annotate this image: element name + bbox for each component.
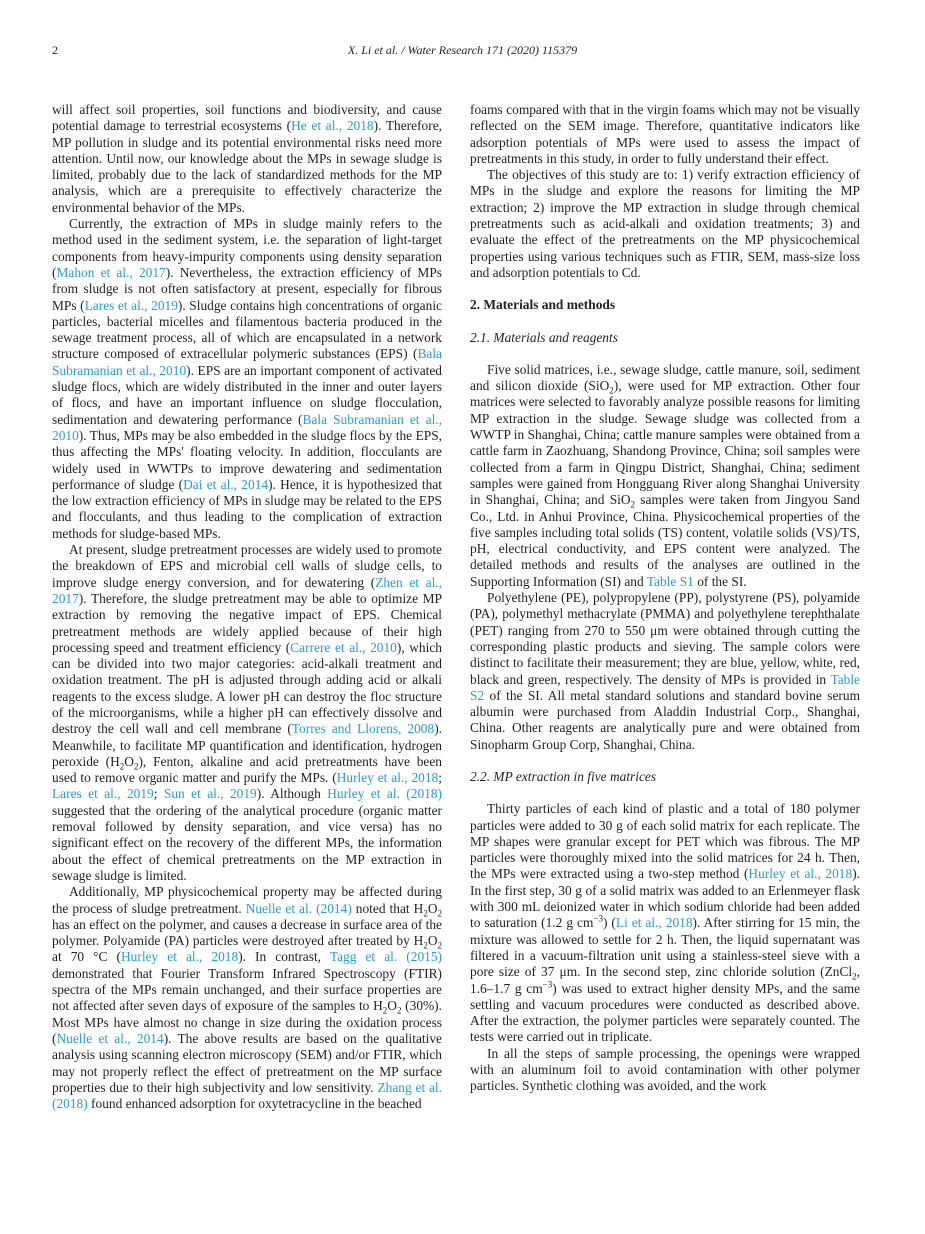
citation-link[interactable]: Sun et al., 2019 [163, 786, 257, 802]
subscript: 2 [423, 940, 428, 951]
subscript: 2 [119, 761, 125, 772]
subsection-heading: 2.1. Materials and reagents [470, 329, 618, 345]
paragraph: Polyethylene (PE), polypropylene (PP), polystyrene (PS), polyamide (PA), polymethyl methacrylate (PMMA) and polyethylene terephthalate (PET) ranging from 270 to 550 μm were obtained through cutting the corresponding plastic products and sieving. The sample colors were distinct to facilitate their measurement; they are blue, yellow, white, red, black and green, respectively. The density of MPs is provided in Table S2 of the SI. All metal standard solutions and standard bovine serum albumin were purchased from Aladdin Industrial Corp., Shanghai, China. Other reagents are analytically pure and were obtained from Sinopharm Group Corp, Shanghai, China. [470, 590, 860, 752]
subscript: 2 [437, 940, 442, 951]
citation-link[interactable]: Lares et al., 2019 [52, 786, 154, 802]
left-column [52, 102, 442, 1112]
citation-link[interactable]: Nuelle et al. (2014) [245, 900, 352, 916]
subscript: 2 [437, 908, 442, 919]
citation-link[interactable]: He et al., 2018 [291, 118, 374, 134]
paragraph: Five solid matrices, i.e., sewage sludge, cattle manure, soil, sediment and silicon dioxide (SiO$_2$), were used for MP extraction. Other four matrices were selected to favorably analyze possible reasons for limiting MP extraction in the sludge. Sewage sludge was collected from a WWTP in Shanghai, China; cattle manure samples were obtained from a cattle farm in Zaozhuang, Shandong Province, China; soil samples were collected from a farm in Qingpu District, Shanghai, China; sediment samples were gained from Hongguang River along Shanghai University in Shanghai, China; and SiO$_2$ samples were taken from Jingyou Sand Co., Ltd. in Anhui Province, China. Physicochemical properties of the five samples including total solids (TS) content, volatile solids (VS)/TS, pH, electrical conductivity, and EPS content were analyzed. The detailed methods and results of the analyses are outlined in the Supporting Information (SI) and Table S1 of the SI. [470, 361, 860, 589]
citation-link[interactable]: Tagg et al. (2015) [329, 949, 442, 965]
citation-link[interactable]: Bala Subramanian et al., 2010 [52, 411, 442, 443]
superscript: −3 [593, 913, 603, 924]
citation-link[interactable]: Table S1 [646, 573, 694, 589]
running-title: X. Li et al. / Water Research 171 (2020) 115379 [347, 43, 578, 57]
page-number: 2 [52, 43, 58, 57]
citation-link[interactable]: Zhen et al., 2017 [52, 574, 442, 606]
right-column [470, 102, 860, 1095]
citation-link[interactable]: Hurley et al., 2018 [336, 770, 439, 786]
subscript: 2 [609, 385, 614, 396]
citation-link[interactable]: Dai et al., 2014 [183, 476, 269, 492]
citation-link[interactable]: Zhang et al. (2018) [52, 1079, 442, 1112]
paragraph: Currently, the extraction of MPs in sludge mainly refers to the method used in the sediment system, i.e. the separation of light-target components from heavy-impurity components using density separation (Mahon et al., 2017). Nevertheless, the extraction efficiency of MPs from sludge is not often satisfactory at present, especially for fibrous MPs (Lares et al., 2019). Sludge contains high concentrations of organic particles, bacterial micelles and filamentous bacteria produced in the sewage treatment process, all of which are encapsulated in a network structure composed of extracellular polymeric substances (EPS) (Bala Subramanian et al., 2010). EPS are an important component of activated sludge flocs, which are widely distributed in the inner and outer layers of flocs, and have an important influence on sludge flocculation, sedimentation and dewatering performance (Bala Subramanian et al., 2010). Thus, MPs may be also embedded in the sludge flocs by the EPS, thus affecting the MPs' floating velocity. In addition, flocculants are widely used in WWTPs to improve dewatering and sedimentation performance of sludge (Dai et al., 2014). Hence, it is hypothesized that the low extraction efficiency of MPs in sludge may be related to the EPS and flocculants, and thus leading to the complication of extraction methods for sludge-based MPs. [52, 216, 442, 541]
subscript: 2 [133, 761, 139, 772]
citation-link[interactable]: Hurley et al., 2018 [748, 866, 853, 882]
subscript: 2 [852, 971, 857, 982]
paragraph: foams compared with that in the virgin foams which may not be visually reflected on the SEM image. Therefore, quantitative indicators like adsorption potentials of MPs were used to assess the impact of pretreatments in this study, in order to fully understand their effect. [470, 102, 860, 166]
citation-link[interactable]: Table S2 [470, 671, 860, 703]
citation-link[interactable]: Mahon et al., 2017 [56, 264, 166, 280]
paragraph: will affect soil properties, soil functions and biodiversity, and cause potential damage to terrestrial ecosystems (He et al., 2018). Therefore, MP pollution in sludge and its potential environmental risks need more attention. Until now, our knowledge about the MPs in sewage sludge is limited, probably due to the lack of standardized methods for the MP analysis, which are a prerequisite to effectively characterize the environmental behavior of the MPs. [52, 102, 442, 215]
citation-link[interactable]: Nuelle et al., 2014 [56, 1030, 164, 1046]
citation-link[interactable]: Li et al., 2018 [615, 915, 693, 931]
subscript: 2 [382, 1006, 388, 1016]
citation-link[interactable]: Hurley et al. (2018) [327, 786, 442, 802]
paragraph: The objectives of this study are to: 1) verify extraction efficiency of MPs in the sludge and explore the reasons for limiting the MP extraction; 2) improve the MP extraction in sludge through chemical pretreatments such as acid-alkali and oxidation treatments; 3) and evaluate the effect of the pretreatments on the MP physicochemical properties using various techniques such as FTIR, SEM, mass-size loss and adsorption potentials to Cd. [470, 167, 860, 280]
paragraph: Additionally, MP physicochemical property may be affected during the process of sludge pretreatment. Nuelle et al. (2014) noted that $H_2O_2$ has an effect on the polymer, and causes a decrease in surface area of the polymer. Polyamide (PA) particles were destroyed after treated by $H_2O_2$ at 70 °C (Hurley et al., 2018). In contrast, Tagg et al. (2015) demonstrated that Fourier Transform Infrared Spectroscopy (FTIR) spectra of the MPs remain unchanged, and their surface properties are not affected after seven days of exposure of the samples to $H_2O_2$ (30%). Most MPs have almost no change in size during the oxidation process (Nuelle et al., 2014). The above results are based on the qualitative analysis using scanning electron microscopy (SEM) and/or FTIR, which may not properly reflect the effect of pretreatment on the MP surface properties due to their high subjectivity and low sensitivity. Zhang et al. (2018) found enhanced adsorption for oxytetracycline in the beached [52, 884, 443, 1112]
superscript: −3 [542, 979, 553, 990]
section-heading: 2. Materials and methods [470, 297, 616, 313]
subscript: 2 [630, 499, 636, 510]
citation-link[interactable]: Hurley et al., 2018 [121, 949, 239, 965]
paragraph: Thirty particles of each kind of plastic and a total of 180 polymer particles were added to 30 g of each solid matrix for each replicate. The MP shapes were granular except for PET which was fibrous. The MP particles were thoroughly mixed into the solid matrices for 24 h. Then, the MPs were extracted using a two-step method (Hurley et al., 2018). In the first step, 30 g of a solid matrix was added to an Erlenmeyer flask with 300 mL deionized water in which sodium chloride had been added to saturation (1.2 g $cm^{-3}$) (Li et al., 2018). After stirring for 15 min, the mixture was allowed to settle for 2 h. Then, the liquid supernatant was filtered in a vacuum-filtration unit using a stainless-steel sieve with a pore size of 37 μm. In the second step, zinc chloride solution (ZnCl$_2$, 1.6–1.7 g $cm^{-3}$) was used to extract higher density MPs, and the same settling and vacuum procedures were conducted as described above. After the extraction, the polymer particles were separately counted. The tests were carried out in triplicate. [470, 801, 861, 1045]
paragraph: At present, sludge pretreatment processes are widely used to promote the breakdown of EPS and microbial cell walls of sludge cells, to improve sludge energy conversion, and for dewatering (Zhen et al., 2017). Therefore, the sludge pretreatment may be able to optimize MP extraction by removing the negative impact of EPS. Chemical pretreatment methods are widely applied because of their high processing speed and treatment efficiency (Carrere et al., 2010), which can be divided into two major categories: acid-alkali treatment and oxidation treatment. The pH is adjusted through adding acid or alkali reagents to the excess sludge. A lower pH can destroy the floc structure of the microorganisms, while a higher pH can effectively dissolve and destroy the cell wall and cell membrane (Torres and Llorens, 2008). Meanwhile, to facilitate MP quantification and identification, hydrogen peroxide $(H_2O_2)$, Fenton, alkaline and acid pretreatments have been used to remove organic matter and purify the MPs. (Hurley et al., 2018; Lares et al., 2019; Sun et al., 2019). Although Hurley et al. (2018) suggested that the ordering of the analytical procedure (organic matter removal followed by density separation, and vice versa) has no significant effect on the recovery of the different MPs, the information about the effect of chemical pretreatments on the MP extraction in sewage sludge is limited. [52, 542, 442, 883]
citation-link[interactable]: Torres and Llorens, 2008 [291, 721, 435, 737]
subscript: 2 [423, 908, 428, 919]
paragraph: In all the steps of sample processing, the openings were wrapped with an aluminum foil to avoid contamination with other polymer particles. Synthetic clothing was avoided, and the work [470, 1045, 860, 1094]
subsection-heading: 2.2. MP extraction in five matrices [470, 768, 657, 784]
citation-link[interactable]: Bala Subramanian et al., 2010 [52, 346, 442, 378]
subscript: 2 [396, 1006, 402, 1016]
citation-link[interactable]: Lares et al., 2019 [84, 297, 178, 313]
citation-link[interactable]: Carrere et al., 2010 [290, 639, 397, 655]
